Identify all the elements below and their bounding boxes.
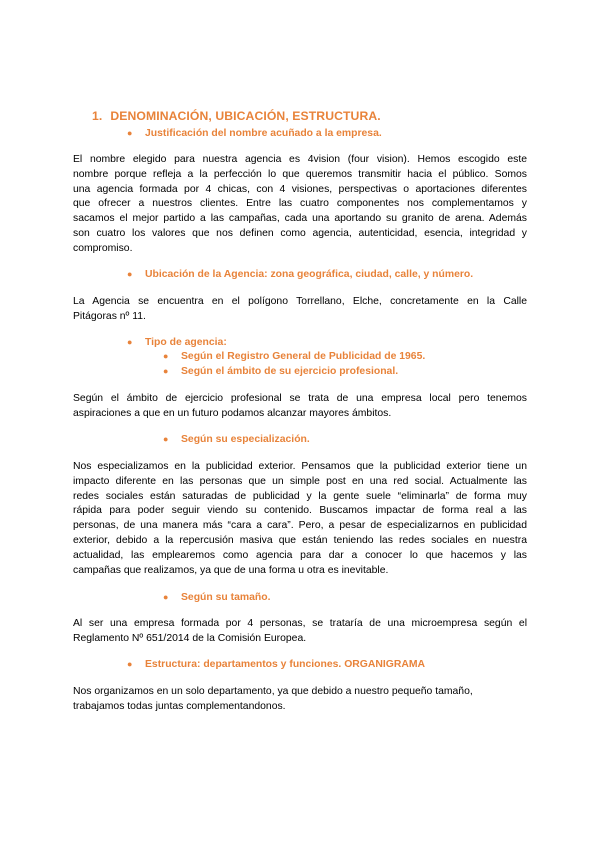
bullet-ubicacion [127,268,473,281]
text-line: exterior, debido a la repercusión masiva que están teniendo las redes sociales en nuestra [73,534,527,546]
text-line: Reglamento Nº 651/2014 de la Comisión Europea. [73,632,307,644]
text-line: compromiso. [73,242,133,254]
text-line: sacamos el mejor partido a las campañas, cada una aportando su granito de arena. Además [73,213,527,225]
bullet-title: Justificación del nombre acuñado a la empresa. [145,128,382,139]
text-line: una agencia formada por 4 chicas, con 4 visiones, perspectivas o aportaciones diferentes [73,183,527,195]
paragraph-estructura [73,685,527,715]
text-line: nombre porque refleja a la perfección lo que queremos transmitir hacia el público. Somos [73,168,527,180]
text-line: que ofrecer a nuestros clientes. Entre las cuatro componentes nos complementamos y [73,198,527,210]
sub-bullet-especializacion [163,433,310,446]
sub-bullet-registro [163,350,425,363]
paragraph-especializacion [73,460,527,578]
bullet-estructura [127,658,425,671]
bullet-title: Tipo de agencia: [145,337,227,348]
text-line: aspiraciones a que en un futuro podamos alcanzar mayores ámbitos. [73,407,392,419]
text-line: redes sociales están saturadas de publicidad y la gente suele “eliminarla” de forma muy [73,490,527,502]
text-line: impacto diferente en las personas que un simple post en una red social. Actualmente las [73,475,527,487]
sub-bullet-ambito [163,365,398,378]
bullet-tipo [127,336,227,349]
bullet-icon: ● [163,351,169,361]
bullet-icon: ● [127,128,133,138]
section-heading [92,109,381,123]
text-line: personas, de una manera más “cara a cara”. Pero, a pesar de especializarnos en publicidad [73,520,527,532]
sub-bullet-tamano [163,591,271,604]
text-line: Al ser una empresa formada por 4 personas, se trataría de una microempresa según el [73,618,527,629]
bullet-title: Ubicación de la Agencia: zona geográfica, ciudad, calle, y número. [145,269,474,280]
bullet-icon: ● [127,269,133,279]
bullet-icon: ● [163,434,169,444]
text-line: son cuatro los valores que nos definen como agencia, autenticidad, esencia, integridad y [73,227,527,239]
heading-title: DENOMINACIÓN, UBICACIÓN, ESTRUCTURA. [110,109,381,123]
text-line: campañas que realizamos, ya que de una forma u otra es inevitable. [73,564,389,576]
bullet-icon: ● [163,592,169,602]
bullet-title: Estructura: departamentos y funciones. ORGANIGRAMA [145,659,426,670]
text-line: rápida para poder seguir viendo su contenido. Buscamos impactar de forma real a las [73,505,527,517]
text-line: actualidad, las emplearemos como agencia para dar a conocer lo que hacemos y las [73,549,527,561]
text-line: La Agencia se encuentra en el polígono Torrellano, Elche, concretamente en la Calle [73,296,527,307]
paragraph-tamano [73,617,527,647]
bullet-justificacion [127,127,382,140]
bullet-icon: ● [163,366,169,376]
bullet-icon: ● [127,337,133,347]
bullet-title: Según su tamaño. [181,592,271,603]
bullet-title: Según el Registro General de Publicidad de 1965. [181,351,426,362]
text-line: Nos especializamos en la publicidad exterior. Pensamos que la publicidad exterior tiene un [73,461,527,472]
bullet-icon: ● [127,659,133,669]
paragraph-ubicacion [73,295,527,325]
text-line: Pitágoras nº 11. [73,310,146,322]
paragraph-justificacion [73,153,527,257]
paragraph-tipo [73,392,527,422]
text-line: Según el ámbito de ejercicio profesional se trata de una empresa local pero tenemos [73,393,527,404]
text-line: trabajamos todas juntas complementandonos. [73,700,286,712]
heading-number: 1. [92,109,103,123]
text-line: Nos organizamos en un solo departamento, ya que debido a nuestro pequeño tamaño, [73,686,473,697]
bullet-title: Según el ámbito de su ejercicio profesional. [181,366,399,377]
text-line: El nombre elegido para nuestra agencia es 4vision (four vision). Hemos escogido este [73,154,527,165]
bullet-title: Según su especialización. [181,434,310,445]
